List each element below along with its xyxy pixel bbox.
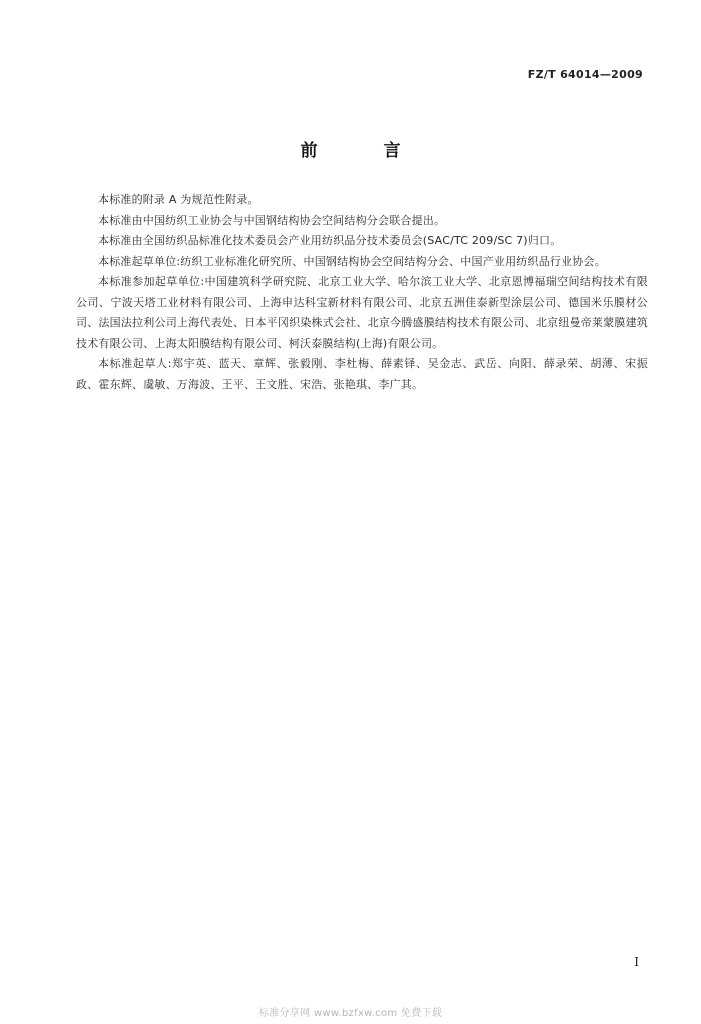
foreword-body xyxy=(76,190,648,395)
page-title: 前 言 xyxy=(300,141,431,161)
paragraph-drafters: 本标准起草人:郑宇英、蓝天、章辉、张毅刚、李杜梅、薛素铎、吴金志、武岳、向阳、薛录荣、胡薄、宋振政、霍东辉、虞敏、万海波、王平、王文胜、宋浩、张艳琪、李广其。 xyxy=(76,357,648,391)
standard-code: FZ/T 64014—2009 xyxy=(527,68,643,81)
page-number: I xyxy=(634,955,639,969)
watermark-text: 标准分享网 www.bzfxw.com 免费下载 xyxy=(258,1008,443,1019)
paragraph-proposed-by: 本标准由中国纺织工业协会与中国钢结构协会空间结构分会联合提出。 xyxy=(98,213,446,227)
header-rule xyxy=(78,90,644,91)
paragraph-administered-by: 本标准由全国纺织品标准化技术委员会产业用纺织品分技术委员会(SAC/TC 209/SC 7)归口。 xyxy=(98,234,562,247)
paragraph-participating-units: 本标准参加起草单位:中国建筑科学研究院、北京工业大学、哈尔滨工业大学、北京恩博福瑞空间结构技术有限公司、宁波天塔工业材料有限公司、上海申达科宝新材料有限公司、北京五洲佳泰新型涂层公司、德国米乐膜材公司、法国法拉利公司上海代表处、日本平冈织染株式会社、北京今腾盛膜结构技术有限公司、北京纽曼帝莱蒙膜建筑技术有限公司、上海太阳膜结构有限公司、柯沃泰膜结构(上海)有限公司。 xyxy=(76,275,648,350)
paragraph-drafting-units: 本标准起草单位:纺织工业标准化研究所、中国钢结构协会空间结构分会、中国产业用纺织品行业协会。 xyxy=(98,254,606,268)
paragraph-appendix: 本标准的附录 A 为规范性附录。 xyxy=(98,193,259,206)
